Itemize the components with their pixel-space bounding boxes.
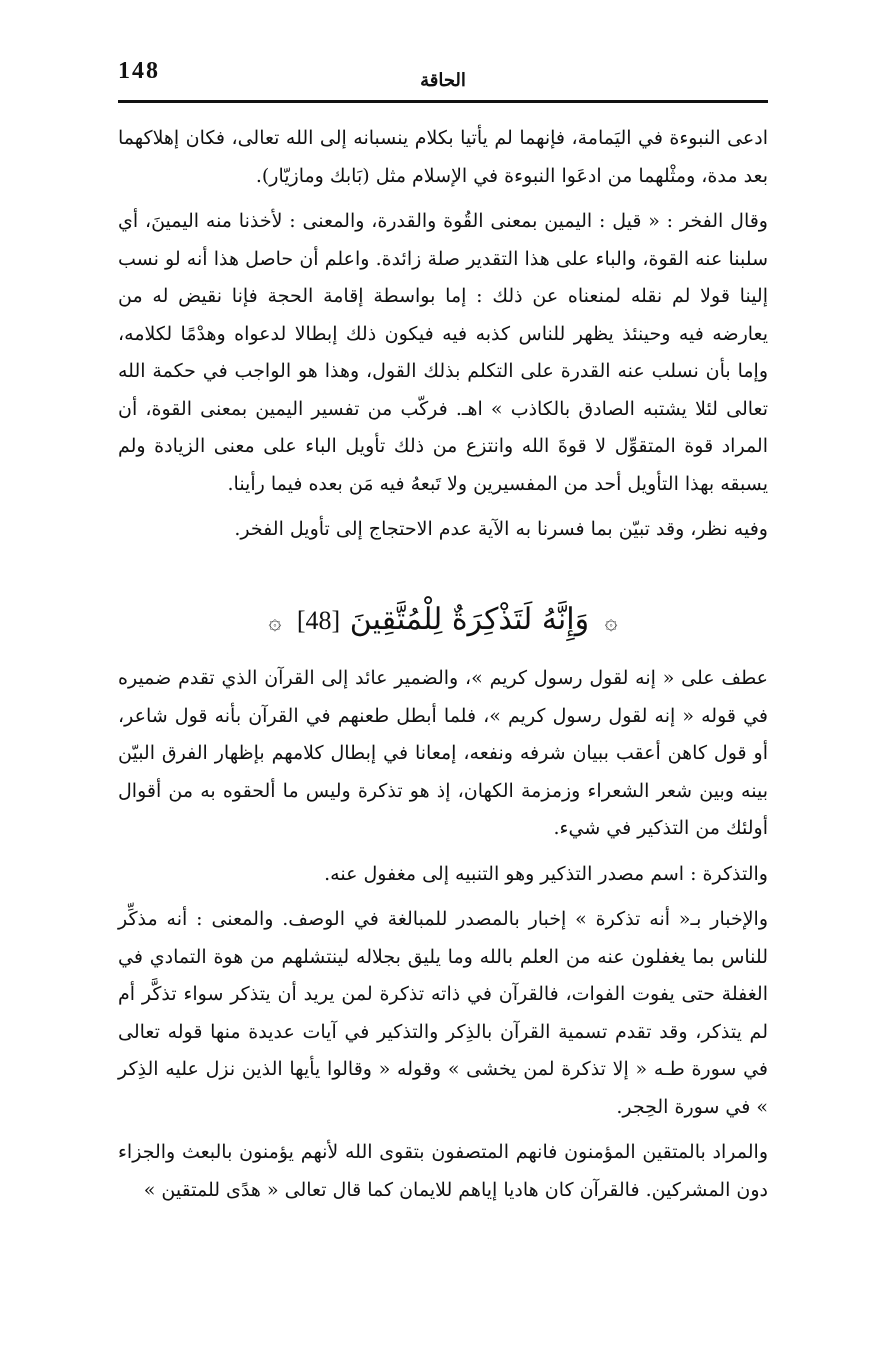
- paragraph: وفيه نظر، وقد تبيّن بما فسرنا به الآية عدم الاحتجاج إلى تأويل الفخر.: [234, 518, 768, 540]
- paragraph: وقال الفخر : « قيل : اليمين بمعنى القُوة والقدرة، والمعنى : لأخذنا منه اليمينَ، أي سلبنا عنه القوة، والباء على هذا التقدير صلة زائدة. واعلم أن حاصل هذا أنه لو نسب إلينا قولا لم نقله لمنعناه عن ذلك : إما بواسطة إقامة الحجة فإنا نقيض له من يعارضه فيه وحينئذ يظهر للناس كذبه فيه فيكون ذلك إبطالا لدعواه وهدْمًا لكلامه، وإما بأن نسلب عنه القدرة على التكلم بذلك القول، وهذا هو الواجب في حكمة الله تعالى لئلا يشتبه الصادق بالكاذب » اهـ. فركّب من تفسير اليمين بمعنى القوة، أن المراد قوة المتقوِّل لا قوةَ الله وانتزع من ذلك تأويل الباء على معنى الزيادة ولم يسبقه بهذا التأويل أحد من المفسيرين ولا تَبعهُ فيه مَن بعده فيما رأينا.: [118, 210, 768, 495]
- paragraph: عطف على « إنه لقول رسول كريم »، والضمير عائد إلى القرآن الذي تقدم ضميره في قوله « إنه لقول رسول كريم »، فلما أبطل طعنهم في القرآن بأنه قول شاعر، أو قول كاهن أعقب ببيان شرفه ونفعه، إمعانا في إبطال كلامهم بإظهار الفرق البيّن بينه وبين شعر الشعراء وزمزمة الكهان، إذ هو تذكرة وليس ما ألحقوه به من أقوال أولئك من التذكير في شيء.: [118, 667, 768, 839]
- page-header: [118, 52, 768, 100]
- verse-ornament-icon: ۞: [268, 610, 282, 635]
- verse-ornament-icon: ۞: [604, 610, 618, 635]
- page-number: 148: [118, 58, 160, 84]
- paragraph: والتذكرة : اسم مصدر التذكير وهو التنبيه إلى مغفول عنه.: [324, 862, 768, 885]
- header-rule: [118, 100, 768, 103]
- verse-text: وَإِنَّهُ لَتَذْكِرَةٌ لِلْمُتَّقِينَ: [349, 602, 590, 637]
- quran-verse: [118, 590, 768, 650]
- paragraph: والمراد بالمتقين المؤمنون فانهم المتصفون بتقوى الله لأنهم يؤمنون بالبعث والجزاء دون المشركين. فالقرآن كان هاديا إياهم للايمان كما قال تعالى « هدًى للمتقين »: [118, 1141, 768, 1201]
- running-head: الحاقة: [420, 70, 466, 91]
- paragraph: والإخبار بـ« أنه تذكرة » إخبار بالمصدر للمبالغة في الوصف. والمعنى : أنه مذكِّر للناس بما يغفلون عنه من العلم بالله وما يليق بجلاله لينتشلهم من هوة التمادي في الغفلة حتى يفوت الفوات، فالقرآن في ذاته تذكرة لمن يريد أن يتذكر سواء تذكَّر أم لم يتذكر، وقد تقدم تسمية القرآن بالذِكر والتذكير في آيات عديدة منها قوله تعالى في سورة طـه « إلا تذكرة لمن يخشى » وقوله « وقالوا يأيها الذين نزل عليه الذِكر » في سورة الحِجر.: [118, 908, 768, 1118]
- paragraph: ادعى النبوءة في اليَمامة، فإنهما لم يأتيا بكلام ينسبانه إلى الله تعالى، فكان إهلاكهما بعد مدة، ومثْلهما من ادعَوا النبوءة في الإسلام مثل (بَابك ومازيّار).: [118, 127, 768, 187]
- verse-number: [48]: [296, 606, 341, 635]
- commentary-section-1: [118, 120, 768, 549]
- commentary-section-2: [118, 660, 768, 1209]
